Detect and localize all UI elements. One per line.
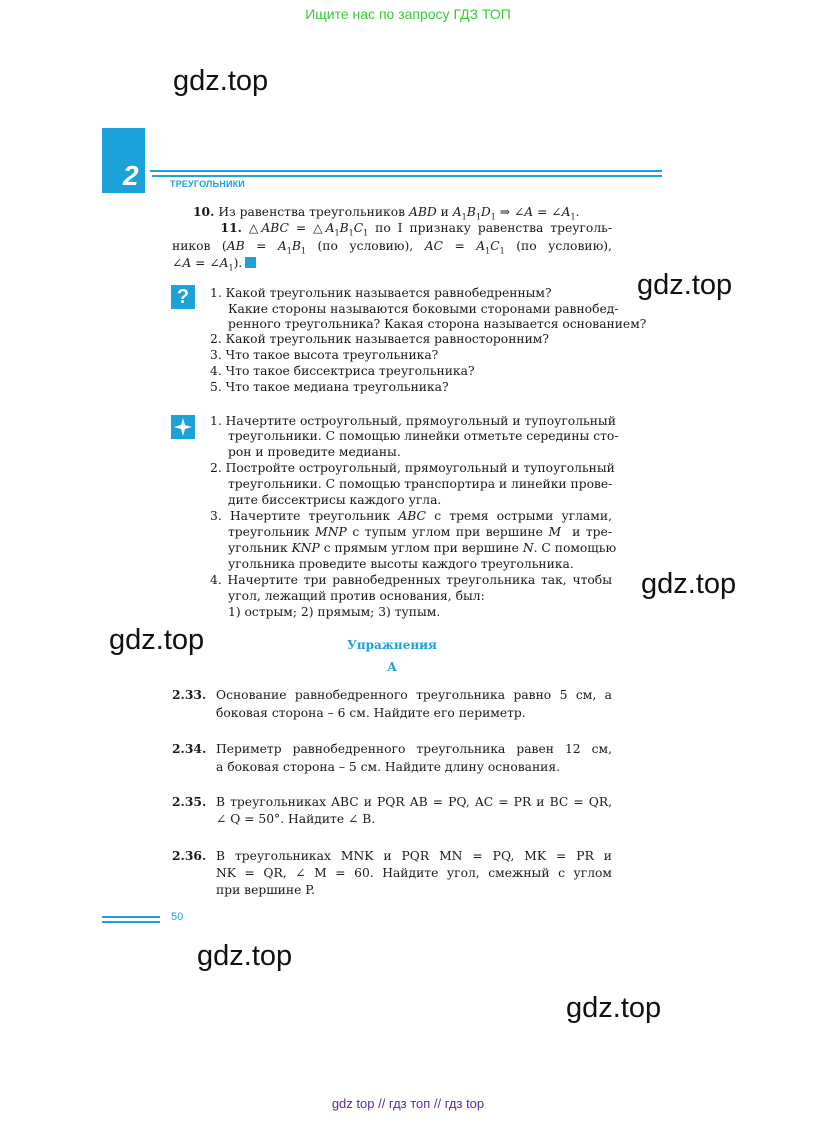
- exercise-text: а боковая сторона – 5 см. Найдите длину основания.: [216, 760, 561, 774]
- exercise-text: при вершине P.: [216, 883, 315, 897]
- watermark: gdz.top: [173, 65, 269, 97]
- task-line: 1. Начертите остроугольный, прямоугольный и тупоугольный: [210, 414, 616, 428]
- question-item: 4. Что такое биссектриса треугольника?: [210, 364, 475, 378]
- top-banner[interactable]: Ищите нас по запросу ГДЗ ТОП: [305, 6, 511, 22]
- exercise-text: В треугольниках ABC и PQR AB = PQ, AC = PR и BC = QR,: [216, 795, 612, 809]
- solution-11-line-2: ников ($AB = A_1B_1$ (по условию), AC = $A_1C_1$ (по условию),: [172, 239, 612, 256]
- watermark: gdz.top: [109, 624, 205, 656]
- bottom-banner[interactable]: gdz top // гдз топ // гдз top: [331, 1096, 485, 1111]
- exercise-text: ∠ Q = 50°. Найдите ∠ B.: [216, 812, 376, 826]
- exercises-title: Упражнения: [347, 638, 437, 652]
- task-line: треугольники. С помощью линейки отметьте середины сто-: [228, 429, 619, 443]
- question-icon: ?: [171, 285, 195, 309]
- solution-10: 10. Из равенства треугольников ABD и $A_1B_1D_1$ ⇒ ∠A = $\angle A_1$.: [193, 204, 580, 222]
- end-of-proof-icon: [245, 257, 256, 268]
- header-rule: [152, 175, 662, 177]
- watermark: gdz.top: [566, 992, 662, 1024]
- exercise-number: 2.34.: [172, 741, 207, 756]
- task-line: 3. Начертите треугольник ABC с тремя острыми углами,: [210, 509, 612, 523]
- task-line: дите биссектрисы каждого угла.: [228, 493, 442, 507]
- footer-rule: [102, 916, 160, 918]
- chapter-title: ТРЕУГОЛЬНИКИ: [170, 179, 245, 189]
- question-item: 3. Что такое высота треугольника?: [210, 348, 439, 362]
- star-icon: [171, 415, 195, 439]
- task-line: угол, лежащий против основания, был:: [228, 589, 485, 603]
- exercise-text: боковая сторона – 6 см. Найдите его периметр.: [216, 706, 526, 720]
- watermark: gdz.top: [641, 568, 737, 600]
- exercise-number: 2.33.: [172, 687, 207, 702]
- exercise-text: В треугольниках MNK и PQR MN = PQ, MK = PR и: [216, 849, 612, 863]
- page-number: 50: [171, 911, 184, 923]
- task-line: 2. Постройте остроугольный, прямоугольный и тупоугольный: [210, 461, 615, 475]
- question-item: 1. Какой треугольник называется равнобедренным?: [210, 286, 552, 300]
- chapter-number: 2: [123, 160, 139, 191]
- exercises-level: А: [387, 660, 397, 674]
- exercise-text: Основание равнобедренного треугольника равно 5 см, а: [216, 688, 612, 702]
- exercise-text: NK = QR, ∠ M = 60. Найдите угол, смежный с углом: [216, 866, 612, 880]
- task-line: рон и проведите медианы.: [228, 445, 401, 459]
- task-line: угольник KNP с прямым углом при вершине N. С помощью: [228, 541, 617, 555]
- solution-11-line-1: 11. △ABC = $\triangle A_1B_1C_1$ по I признаку равенства треуголь-: [220, 220, 612, 238]
- solution-11-line-3: ∠A = $\angle A_1$).: [172, 255, 256, 276]
- question-item: Какие стороны называются боковыми сторонами равнобед-: [228, 302, 619, 316]
- task-line: треугольник MNP с тупым углом при вершине M и тре-: [228, 525, 612, 539]
- question-item: 2. Какой треугольник называется равносторонним?: [210, 332, 549, 346]
- task-line: 1) острым; 2) прямым; 3) тупым.: [228, 605, 441, 619]
- watermark: gdz.top: [197, 940, 293, 972]
- header-rule: [150, 170, 662, 172]
- task-line: угольника проведите высоты каждого треугольника.: [228, 557, 574, 571]
- watermark: gdz.top: [637, 269, 733, 301]
- exercise-text: Периметр равнобедренного треугольника равен 12 см,: [216, 742, 612, 756]
- exercise-number: 2.36.: [172, 848, 207, 863]
- question-item: ренного треугольника? Какая сторона называется основанием?: [228, 317, 647, 331]
- task-line: треугольники. С помощью транспортира и линейки прове-: [228, 477, 613, 491]
- question-item: 5. Что такое медиана треугольника?: [210, 380, 449, 394]
- task-line: 4. Начертите три равнобедренных треугольника так, чтобы: [210, 573, 612, 587]
- footer-rule: [102, 921, 160, 923]
- exercise-number: 2.35.: [172, 794, 207, 809]
